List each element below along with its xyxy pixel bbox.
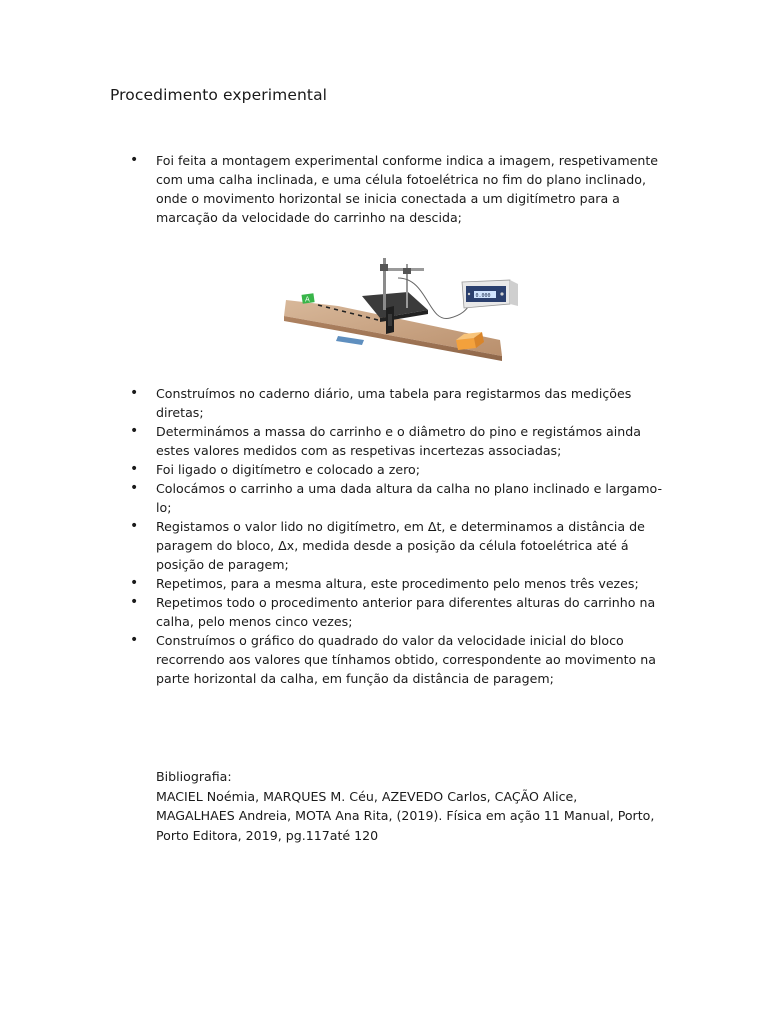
step-line: marcação da velocidade do carrinho na descida; bbox=[156, 210, 462, 225]
step-line: posição de paragem; bbox=[156, 557, 289, 572]
blue-ruler bbox=[336, 336, 364, 345]
procedure-step bbox=[110, 384, 670, 422]
procedure-list-intro bbox=[110, 151, 670, 227]
step-line: onde o movimento horizontal se inicia conectada a um digitímetro para a bbox=[156, 191, 620, 206]
bibliography-line: MAGALHAES Andreia, MOTA Ana Rita, (2019). Física em ação 11 Manual, Porto, bbox=[156, 808, 655, 823]
step-line: • Colocámos o carrinho a uma dada altura da calha no plano inclinado e largamo- bbox=[156, 481, 663, 496]
step-line: com uma calha inclinada, e uma célula fotoelétrica no fim do plano inclinado, bbox=[156, 172, 646, 187]
step-line: parte horizontal da calha, em função da distância de paragem; bbox=[156, 671, 554, 686]
bibliography-line: MACIEL Noémia, MARQUES M. Céu, AZEVEDO Carlos, CAÇÃO Alice, bbox=[156, 788, 578, 804]
step-line: calha, pelo menos cinco vezes; bbox=[156, 614, 353, 629]
page-title: Procedimento experimental bbox=[110, 86, 328, 104]
procedure-list bbox=[110, 384, 670, 688]
step-line: • Determinámos a massa do carrinho e o diâmetro do pino e registámos ainda bbox=[156, 424, 641, 439]
bibliography bbox=[156, 767, 676, 845]
step-line: • Registamos o valor lido no digitímetro, em Δt, e determinamos a distância de bbox=[156, 519, 645, 534]
step-line: estes valores medidos com as respetivas incertezas associadas; bbox=[156, 443, 562, 458]
step-line: paragem do bloco, Δx, medida desde a posição da célula fotoelétrica até á bbox=[156, 538, 629, 553]
procedure-step bbox=[110, 460, 670, 479]
procedure-step bbox=[110, 631, 670, 688]
step-line: • Construímos o gráfico do quadrado do valor da velocidade inicial do bloco bbox=[156, 633, 624, 648]
step-line: diretas; bbox=[156, 405, 204, 420]
procedure-step bbox=[110, 151, 670, 227]
step-line: • Foi feita a montagem experimental conforme indica a imagem, respetivamente bbox=[156, 153, 659, 168]
procedure-step bbox=[110, 574, 670, 593]
experimental-setup-image bbox=[278, 248, 536, 378]
step-line: • Repetimos todo o procedimento anterior para diferentes alturas do carrinho na bbox=[156, 595, 656, 610]
step-line: • Construímos no caderno diário, uma tabela para registarmos das medições bbox=[156, 386, 632, 401]
procedure-step bbox=[110, 593, 670, 631]
step-line: lo; bbox=[156, 500, 172, 515]
step-line: • Foi ligado o digitímetro e colocado a zero; bbox=[156, 462, 420, 477]
block bbox=[456, 338, 476, 350]
procedure-step bbox=[110, 479, 670, 517]
step-line: • Repetimos, para a mesma altura, este procedimento pelo menos três vezes; bbox=[156, 576, 639, 591]
bibliography-line: Porto Editora, 2019, pg.117até 120 bbox=[156, 827, 379, 843]
procedure-step bbox=[110, 422, 670, 460]
step-line: recorrendo aos valores que tínhamos obtido, correspondente ao movimento na bbox=[156, 652, 656, 667]
digitimer-readout: 0.000 bbox=[475, 293, 491, 299]
cart-label: A bbox=[305, 295, 310, 304]
bibliography-heading: Bibliografia: bbox=[156, 769, 232, 784]
procedure-step bbox=[110, 517, 670, 574]
